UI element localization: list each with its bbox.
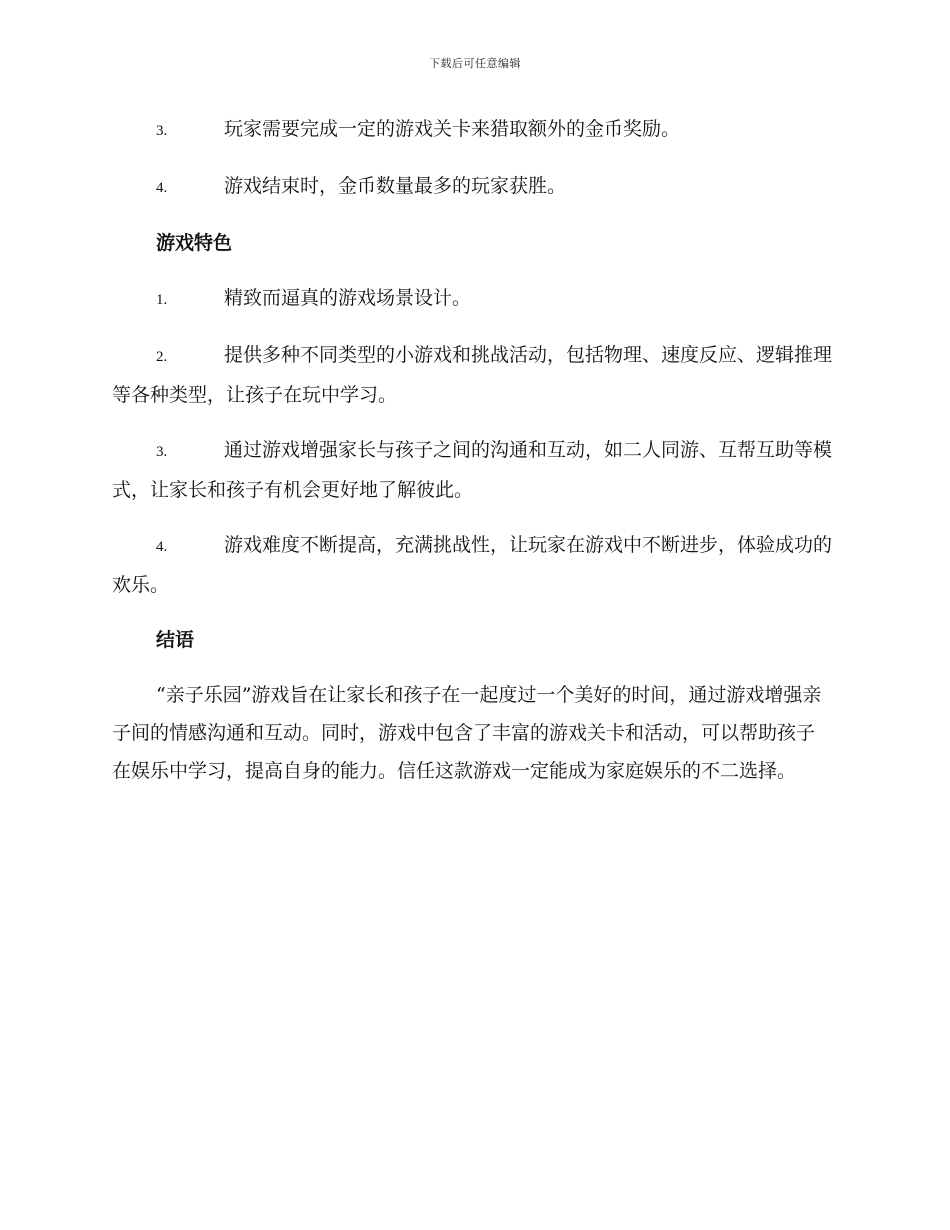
rule-text: 玩家需要完成一定的游戏关卡来猎取额外的金币奖励。 bbox=[224, 118, 681, 140]
feature-item bbox=[112, 336, 832, 414]
feature-text: 游戏难度不断提高，充满挑战性，让玩家在游戏中不断进步，体验成功的欢乐。 bbox=[112, 534, 833, 596]
rule-item bbox=[112, 167, 832, 207]
feature-number: 4. bbox=[156, 539, 168, 555]
feature-text: 提供多种不同类型的小游戏和挑战活动，包括物理、速度反应、逻辑推理等各种类型，让孩子在玩中学习。 bbox=[112, 344, 833, 406]
features-heading: 游戏特色 bbox=[156, 232, 233, 254]
header-note: 下载后可任意编辑 bbox=[429, 57, 521, 70]
rule-text: 游戏结束时，金币数量最多的玩家获胜。 bbox=[224, 175, 567, 197]
rule-number: 3. bbox=[156, 123, 168, 139]
conclusion-heading: 结语 bbox=[156, 629, 195, 651]
feature-number: 3. bbox=[156, 444, 168, 460]
feature-number: 1. bbox=[156, 292, 168, 308]
conclusion-paragraph: “亲子乐园”游戏旨在让家长和孩子在一起度过一个美好的时间，通过游戏增强亲子间的情感沟通和互动。同时，游戏中包含了丰富的游戏关卡和活动，可以帮助孩子在娱乐中学习，提高自身的能力。信任这款游戏一定能成为家庭娱乐的不二选择。 bbox=[112, 684, 822, 782]
feature-number: 2. bbox=[156, 349, 168, 365]
feature-item bbox=[112, 526, 832, 604]
rule-number: 4. bbox=[156, 180, 168, 196]
document-body bbox=[112, 110, 832, 790]
feature-text: 通过游戏增强家长与孩子之间的沟通和互动，如二人同游、互帮互助等模式，让家长和孩子有机会更好地了解彼此。 bbox=[112, 439, 833, 501]
feature-item bbox=[112, 431, 832, 509]
feature-item bbox=[112, 279, 832, 319]
rule-item bbox=[112, 110, 832, 150]
feature-text: 精致而逼真的游戏场景设计。 bbox=[224, 287, 472, 309]
